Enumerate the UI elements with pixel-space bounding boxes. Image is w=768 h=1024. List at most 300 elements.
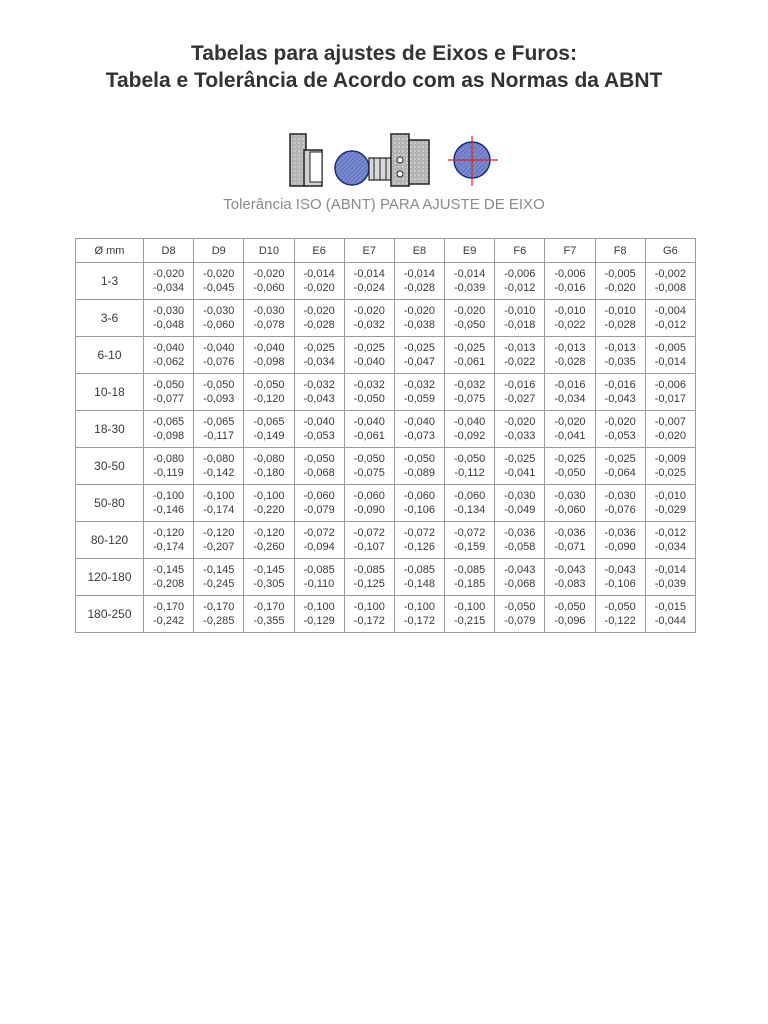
tolerance-cell (344, 300, 394, 337)
table-body (76, 263, 696, 633)
tolerance-table (75, 238, 696, 633)
lower-deviation: -0,028 (403, 282, 436, 294)
lower-deviation: -0,242 (152, 615, 185, 627)
tolerance-cell (144, 300, 194, 337)
column-header: D10 (244, 239, 294, 263)
tolerance-cell (344, 448, 394, 485)
tolerance-cell (394, 596, 444, 633)
tolerance-cell (595, 559, 645, 596)
upper-deviation: -0,007 (654, 416, 686, 428)
upper-deviation: -0,050 (152, 379, 185, 391)
diameter-range-cell: 1-3 (76, 263, 144, 300)
tolerance-cell (645, 448, 695, 485)
table-row (76, 596, 696, 633)
upper-deviation: -0,012 (654, 527, 686, 539)
column-header: Ø mm (76, 239, 144, 263)
lower-deviation: -0,208 (152, 578, 185, 590)
tolerance-cell (495, 263, 545, 300)
upper-deviation: -0,050 (454, 453, 486, 465)
lower-deviation: -0,033 (504, 430, 536, 442)
lower-deviation: -0,076 (203, 356, 235, 368)
column-header: E8 (394, 239, 444, 263)
tolerance-cell (294, 337, 344, 374)
upper-deviation: -0,060 (303, 490, 335, 502)
title-line-1: Tabelas para ajustes de Eixos e Furos: (191, 42, 577, 65)
upper-deviation: -0,040 (253, 342, 285, 354)
upper-deviation: -0,020 (303, 305, 335, 317)
lower-deviation: -0,027 (504, 393, 536, 405)
upper-deviation: -0,032 (303, 379, 335, 391)
lower-deviation: -0,025 (654, 467, 686, 479)
tolerance-cell (445, 522, 495, 559)
lower-deviation: -0,060 (253, 282, 285, 294)
upper-deviation: -0,080 (253, 453, 285, 465)
shaft-circle (335, 151, 369, 185)
tolerance-cell (294, 559, 344, 596)
upper-deviation: -0,043 (554, 564, 586, 576)
tolerance-cell (545, 263, 595, 300)
caliper-jaw-right (391, 134, 429, 186)
tolerance-cell (595, 263, 645, 300)
table-row (76, 522, 696, 559)
lower-deviation: -0,061 (454, 356, 486, 368)
column-header: F6 (495, 239, 545, 263)
lower-deviation: -0,185 (454, 578, 486, 590)
diameter-range-cell: 50-80 (76, 485, 144, 522)
tolerance-cell (194, 522, 244, 559)
upper-deviation: -0,025 (454, 342, 486, 354)
tolerance-cell (445, 448, 495, 485)
upper-deviation: -0,040 (203, 342, 235, 354)
column-header: F7 (545, 239, 595, 263)
lower-deviation: -0,049 (504, 504, 536, 516)
lower-deviation: -0,044 (654, 615, 686, 627)
upper-deviation: -0,032 (454, 379, 486, 391)
lower-deviation: -0,064 (604, 467, 636, 479)
upper-deviation: -0,010 (504, 305, 536, 317)
upper-deviation: -0,032 (403, 379, 436, 391)
lower-deviation: -0,073 (403, 430, 436, 442)
lower-deviation: -0,215 (454, 615, 486, 627)
lower-deviation: -0,047 (403, 356, 436, 368)
upper-deviation: -0,005 (654, 342, 686, 354)
tolerance-cell (645, 596, 695, 633)
upper-deviation: -0,080 (203, 453, 235, 465)
tolerance-cell (144, 263, 194, 300)
lower-deviation: -0,146 (152, 504, 185, 516)
tolerance-cell (394, 374, 444, 411)
tolerance-cell (645, 522, 695, 559)
tolerance-cell (445, 300, 495, 337)
tolerance-cell (244, 337, 294, 374)
title-line-2: Tabela e Tolerância de Acordo com as Normas da ABNT (105, 69, 663, 92)
tolerance-cell (445, 559, 495, 596)
lower-deviation: -0,089 (403, 467, 436, 479)
lower-deviation: -0,060 (554, 504, 586, 516)
lower-deviation: -0,020 (654, 430, 686, 442)
lower-deviation: -0,220 (253, 504, 285, 516)
diameter-range-cell: 30-50 (76, 448, 144, 485)
upper-deviation: -0,006 (654, 379, 686, 391)
upper-deviation: -0,036 (554, 527, 586, 539)
lower-deviation: -0,106 (604, 578, 636, 590)
lower-deviation: -0,112 (454, 467, 485, 479)
upper-deviation: -0,050 (253, 379, 285, 391)
upper-deviation: -0,145 (203, 564, 235, 576)
column-header: E7 (344, 239, 394, 263)
lower-deviation: -0,355 (253, 615, 285, 627)
column-header: E6 (294, 239, 344, 263)
tolerance-cell (394, 411, 444, 448)
diameter-range-cell: 3-6 (76, 300, 144, 337)
tolerance-cell (194, 485, 244, 522)
lower-deviation: -0,020 (303, 282, 335, 294)
upper-deviation: -0,010 (654, 490, 686, 502)
upper-deviation: -0,014 (454, 268, 486, 280)
tolerance-cell (495, 559, 545, 596)
lower-deviation: -0,018 (504, 319, 536, 331)
lower-deviation: -0,122 (604, 615, 636, 627)
lower-deviation: -0,020 (604, 282, 636, 294)
tolerance-cell (344, 411, 394, 448)
upper-deviation: -0,072 (403, 527, 436, 539)
lower-deviation: -0,172 (353, 615, 385, 627)
table-row (76, 374, 696, 411)
tolerance-cell (144, 596, 194, 633)
lower-deviation: -0,024 (353, 282, 385, 294)
lower-deviation: -0,071 (554, 541, 586, 553)
tolerance-cell (495, 485, 545, 522)
tolerance-cell (144, 411, 194, 448)
tolerance-cell (394, 522, 444, 559)
upper-deviation: -0,170 (253, 601, 285, 613)
tolerance-cell (445, 374, 495, 411)
upper-deviation: -0,100 (203, 490, 235, 502)
lower-deviation: -0,053 (303, 430, 335, 442)
upper-deviation: -0,060 (403, 490, 436, 502)
lower-deviation: -0,014 (654, 356, 686, 368)
tolerance-cell (645, 485, 695, 522)
lower-deviation: -0,148 (403, 578, 436, 590)
tolerance-cell (445, 263, 495, 300)
tolerance-cell (595, 448, 645, 485)
upper-deviation: -0,010 (554, 305, 586, 317)
upper-deviation: -0,030 (253, 305, 285, 317)
tolerance-cell (244, 522, 294, 559)
tolerance-cell (144, 559, 194, 596)
lower-deviation: -0,008 (654, 282, 686, 294)
tolerance-cell (595, 374, 645, 411)
figure-caption: Tolerância ISO (ABNT) PARA AJUSTE DE EIXO (223, 196, 545, 213)
shaft-cross-section (448, 136, 498, 186)
column-header: G6 (645, 239, 695, 263)
tolerance-cell (144, 485, 194, 522)
lower-deviation: -0,260 (253, 541, 285, 553)
upper-deviation: -0,009 (654, 453, 686, 465)
upper-deviation: -0,036 (604, 527, 636, 539)
tolerance-cell (344, 263, 394, 300)
lower-deviation: -0,058 (504, 541, 536, 553)
lower-deviation: -0,090 (353, 504, 385, 516)
upper-deviation: -0,043 (504, 564, 536, 576)
tolerance-cell (495, 411, 545, 448)
tolerance-cell (645, 263, 695, 300)
upper-deviation: -0,032 (353, 379, 385, 391)
column-header: D9 (194, 239, 244, 263)
tolerance-cell (595, 337, 645, 374)
upper-deviation: -0,050 (353, 453, 385, 465)
tolerance-cell (294, 411, 344, 448)
diameter-range-cell: 18-30 (76, 411, 144, 448)
upper-deviation: -0,020 (504, 416, 536, 428)
tolerance-cell (244, 263, 294, 300)
diameter-range-cell: 6-10 (76, 337, 144, 374)
upper-deviation: -0,072 (303, 527, 335, 539)
lower-deviation: -0,119 (153, 467, 184, 479)
upper-deviation: -0,085 (403, 564, 436, 576)
tolerance-cell (595, 485, 645, 522)
lower-deviation: -0,038 (403, 319, 436, 331)
lower-deviation: -0,060 (203, 319, 235, 331)
tolerance-cell (645, 559, 695, 596)
upper-deviation: -0,020 (253, 268, 285, 280)
table-header-row (76, 239, 696, 263)
tolerance-cell (294, 522, 344, 559)
tolerance-cell (495, 374, 545, 411)
upper-deviation: -0,065 (152, 416, 185, 428)
tolerance-cell (595, 522, 645, 559)
tolerance-cell (495, 448, 545, 485)
upper-deviation: -0,030 (604, 490, 636, 502)
tolerance-cell (244, 448, 294, 485)
tolerance-cell (144, 522, 194, 559)
lower-deviation: -0,142 (203, 467, 235, 479)
lower-deviation: -0,039 (454, 282, 486, 294)
upper-deviation: -0,050 (303, 453, 335, 465)
upper-deviation: -0,013 (554, 342, 586, 354)
upper-deviation: -0,100 (152, 490, 185, 502)
tolerance-cell (545, 337, 595, 374)
tolerance-cell (394, 485, 444, 522)
tolerance-cell (244, 374, 294, 411)
upper-deviation: -0,085 (353, 564, 385, 576)
tolerance-cell (144, 337, 194, 374)
lower-deviation: -0,032 (353, 319, 385, 331)
upper-deviation: -0,020 (203, 268, 235, 280)
upper-deviation: -0,145 (152, 564, 185, 576)
upper-deviation: -0,004 (654, 305, 686, 317)
lower-deviation: -0,053 (604, 430, 636, 442)
upper-deviation: -0,145 (253, 564, 285, 576)
upper-deviation: -0,072 (353, 527, 385, 539)
lower-deviation: -0,041 (554, 430, 586, 442)
upper-deviation: -0,080 (152, 453, 185, 465)
upper-deviation: -0,120 (152, 527, 185, 539)
lower-deviation: -0,034 (303, 356, 335, 368)
tolerance-cell (294, 485, 344, 522)
tolerance-cell (394, 263, 444, 300)
tolerance-cell (144, 374, 194, 411)
upper-deviation: -0,036 (504, 527, 536, 539)
lower-deviation: -0,093 (203, 393, 235, 405)
upper-deviation: -0,100 (454, 601, 486, 613)
lower-deviation: -0,096 (554, 615, 586, 627)
upper-deviation: -0,170 (203, 601, 235, 613)
tolerance-cell (645, 300, 695, 337)
lower-deviation: -0,079 (504, 615, 536, 627)
tolerance-cell (545, 596, 595, 633)
tolerance-cell (194, 596, 244, 633)
tolerance-cell (545, 522, 595, 559)
lower-deviation: -0,090 (604, 541, 636, 553)
tolerance-cell (545, 411, 595, 448)
upper-deviation: -0,013 (504, 342, 536, 354)
lower-deviation: -0,016 (554, 282, 586, 294)
lower-deviation: -0,028 (303, 319, 335, 331)
lower-deviation: -0,106 (403, 504, 436, 516)
upper-deviation: -0,015 (654, 601, 686, 613)
table-row (76, 337, 696, 374)
lower-deviation: -0,050 (454, 319, 486, 331)
lower-deviation: -0,012 (654, 319, 686, 331)
lower-deviation: -0,180 (253, 467, 285, 479)
upper-deviation: -0,006 (554, 268, 586, 280)
caliper-jaw-left (290, 134, 322, 186)
upper-deviation: -0,120 (253, 527, 285, 539)
tolerance-cell (495, 337, 545, 374)
upper-deviation: -0,025 (303, 342, 335, 354)
tolerance-cell (294, 263, 344, 300)
upper-deviation: -0,050 (604, 601, 636, 613)
diameter-range-cell: 180-250 (76, 596, 144, 633)
lower-deviation: -0,174 (203, 504, 235, 516)
lower-deviation: -0,050 (554, 467, 586, 479)
tolerance-cell (344, 485, 394, 522)
upper-deviation: -0,030 (504, 490, 536, 502)
tolerance-cell (244, 596, 294, 633)
lower-deviation: -0,048 (152, 319, 185, 331)
tolerance-cell (545, 374, 595, 411)
upper-deviation: -0,025 (604, 453, 636, 465)
tolerance-cell (545, 300, 595, 337)
lower-deviation: -0,045 (203, 282, 235, 294)
table-row (76, 448, 696, 485)
upper-deviation: -0,040 (403, 416, 436, 428)
lower-deviation: -0,075 (454, 393, 486, 405)
lower-deviation: -0,098 (152, 430, 185, 442)
upper-deviation: -0,072 (454, 527, 486, 539)
upper-deviation: -0,030 (554, 490, 586, 502)
lower-deviation: -0,117 (203, 430, 234, 442)
lower-deviation: -0,022 (554, 319, 586, 331)
lower-deviation: -0,107 (353, 541, 385, 553)
lower-deviation: -0,068 (504, 578, 536, 590)
lower-deviation: -0,041 (504, 467, 536, 479)
lower-deviation: -0,129 (303, 615, 335, 627)
tolerance-cell (344, 596, 394, 633)
tolerance-cell (294, 300, 344, 337)
tolerance-cell (294, 596, 344, 633)
tolerance-cell (645, 337, 695, 374)
tolerance-cell (645, 411, 695, 448)
tolerance-cell (194, 559, 244, 596)
lower-deviation: -0,040 (353, 356, 385, 368)
lower-deviation: -0,076 (604, 504, 636, 516)
upper-deviation: -0,014 (353, 268, 385, 280)
lower-deviation: -0,305 (253, 578, 285, 590)
upper-deviation: -0,060 (454, 490, 486, 502)
upper-deviation: -0,016 (504, 379, 536, 391)
lower-deviation: -0,159 (454, 541, 486, 553)
page-title (0, 40, 768, 94)
lower-deviation: -0,094 (303, 541, 335, 553)
lower-deviation: -0,039 (654, 578, 686, 590)
upper-deviation: -0,025 (403, 342, 436, 354)
tolerance-cell (445, 411, 495, 448)
upper-deviation: -0,014 (403, 268, 436, 280)
upper-deviation: -0,025 (554, 453, 586, 465)
upper-deviation: -0,013 (604, 342, 636, 354)
column-header: D8 (144, 239, 194, 263)
lower-deviation: -0,028 (604, 319, 636, 331)
lower-deviation: -0,034 (152, 282, 185, 294)
lower-deviation: -0,029 (654, 504, 686, 516)
tolerance-cell (445, 596, 495, 633)
micrometer-spindle (369, 158, 391, 180)
tolerance-cell (394, 300, 444, 337)
upper-deviation: -0,030 (152, 305, 185, 317)
tolerance-cell (595, 300, 645, 337)
upper-deviation: -0,020 (353, 305, 385, 317)
upper-deviation: -0,016 (604, 379, 636, 391)
upper-deviation: -0,100 (403, 601, 436, 613)
tolerance-cell (194, 337, 244, 374)
lower-deviation: -0,172 (403, 615, 436, 627)
upper-deviation: -0,030 (203, 305, 235, 317)
lower-deviation: -0,034 (554, 393, 586, 405)
column-header: F8 (595, 239, 645, 263)
upper-deviation: -0,085 (454, 564, 486, 576)
lower-deviation: -0,149 (253, 430, 285, 442)
upper-deviation: -0,020 (152, 268, 185, 280)
upper-deviation: -0,006 (504, 268, 536, 280)
upper-deviation: -0,014 (654, 564, 686, 576)
tolerance-cell (244, 485, 294, 522)
upper-deviation: -0,025 (353, 342, 385, 354)
upper-deviation: -0,043 (604, 564, 636, 576)
upper-deviation: -0,050 (504, 601, 536, 613)
lower-deviation: -0,061 (353, 430, 385, 442)
table-row (76, 559, 696, 596)
tolerance-cell (394, 559, 444, 596)
lower-deviation: -0,092 (454, 430, 486, 442)
upper-deviation: -0,002 (654, 268, 686, 280)
tolerance-cell (344, 337, 394, 374)
lower-deviation: -0,022 (504, 356, 536, 368)
lower-deviation: -0,110 (303, 578, 335, 590)
upper-deviation: -0,050 (403, 453, 436, 465)
lower-deviation: -0,125 (353, 578, 385, 590)
tolerance-cell (394, 448, 444, 485)
upper-deviation: -0,020 (604, 416, 636, 428)
lower-deviation: -0,126 (403, 541, 436, 553)
tolerance-cell (194, 374, 244, 411)
lower-deviation: -0,207 (203, 541, 235, 553)
tolerance-cell (194, 448, 244, 485)
upper-deviation: -0,025 (504, 453, 536, 465)
upper-deviation: -0,050 (554, 601, 586, 613)
lower-deviation: -0,012 (504, 282, 536, 294)
